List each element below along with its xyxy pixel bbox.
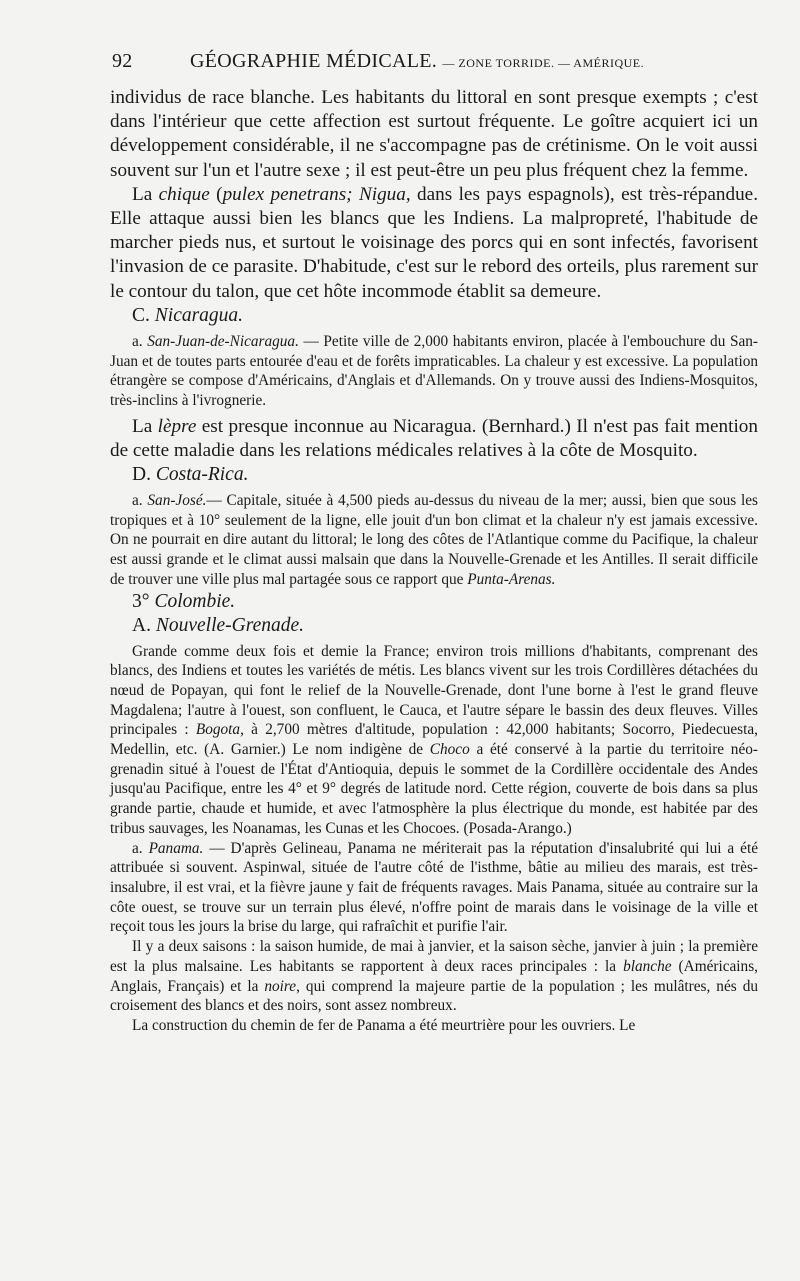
term-blanche: blanche bbox=[623, 957, 672, 975]
running-header bbox=[112, 50, 772, 73]
page-number: 92 bbox=[112, 50, 133, 72]
place-panama: Panama. bbox=[148, 839, 204, 857]
entry-san-juan: a. San-Juan-de-Nicaragua. — Petite ville de 2,000 habitants environ, placée à l'embouchure du San-Juan et de toutes parts entourée d'eau et de forêts impraticables. La chaleur y est excessive. La population étrangère se compose d'Américains, d'Anglais et d'Allemands. On y trouve aussi des Indiens-Mosquitos, très-inclins à l'ivrognerie. bbox=[110, 332, 758, 409]
entry-panama: a. Panama. — D'après Gelineau, Panama ne mériterait pas la réputation d'insalubrité qui lui a été attribuée si souvent. Aspinwal, située de l'autre côté de l'isthme, bâtie au milieu des marais, est très-insalubre, il est vrai, et la fièvre jaune y fait de fréquents ravages. Mais Panama, située au contraire sur la côte ouest, se trouve sur un terrain plus élevé, n'offre point de marais dans le voisinage de la ville et reçoit tous les jours la brise du large, qui rafraîchit et purifie l'air. bbox=[110, 839, 758, 936]
page-body bbox=[110, 86, 758, 1036]
entry-san-jose: a. San-José.— Capitale, située à 4,500 pieds au-dessus du niveau de la mer; aussi, bien que sous les tropiques et à 10° seulement de la ligne, elle jouit d'un bon climat et la chaleur n'y est jamais excessive. On ne pourrait en dire autant du littoral; le long des côtes de l'Atlantique comme du Pacifique, la chaleur est aussi grande et le climat aussi malsain que dans la Nouvelle-Grenade et les Antilles. Il serait difficile de trouver une ville plus mal partagée sous ce rapport que Punta-Arenas. bbox=[110, 492, 758, 588]
paragraph-goitre: individus de race blanche. Les habitants du littoral en sont presque exempts ; c'est dans l'intérieur que cette affection est surtout fréquente. Le goître acquiert ici un développement considérable, il ne s'accompagne pas de crétinisme. On le voit aussi souvent sur l'un et l'autre sexe ; il est peut-être un peu plus fréquent chez la femme. bbox=[110, 87, 758, 181]
paragraph-lepre: La lèpre est presque inconnue au Nicaragua. (Bernhard.) Il n'est pas fait mention de cette maladie dans les relations médicales relatives à la côte de Mosquito. bbox=[110, 415, 758, 461]
paragraph-chique: La chique (pulex penetrans; Nigua, dans les pays espagnols), est très-répandue. Elle attaque aussi bien les blancs que les Indiens. La malpropreté, l'habitude de marcher pieds nus, et surtout le voisinage des porcs qui en sont infectés, favorisent l'invasion de ce parasite. D'habitude, c'est sur le rebord des orteils, plus rarement sur le contour du talon, que cet hôte incommode établit sa demeure. bbox=[110, 183, 758, 302]
paragraph-chemin-de-fer: La construction du chemin de fer de Panama a été meurtrière pour les ouvriers. Le bbox=[132, 1016, 636, 1034]
term-noire: noire bbox=[264, 977, 297, 995]
term-chique: chique bbox=[158, 183, 210, 205]
paragraph-saisons: Il y a deux saisons : la saison humide, de mai à janvier, et la saison sèche, janvier à juin ; la première est la plus malsaine. Les habitants se rapportent à deux races principales : la blanche (Américains, Anglais, Français) et la noire, qui comprend la majeure partie de la population ; les mulâtres, nés du croisement des blancs et des noirs, sont assez nombreux. bbox=[110, 938, 758, 1015]
heading-nouvelle-grenade: A. Nouvelle-Grenade. bbox=[132, 614, 305, 636]
running-title: GÉOGRAPHIE MÉDICALE. bbox=[190, 50, 438, 72]
place-san-jose: San-José. bbox=[147, 492, 207, 510]
heading-costa-rica: D. Costa-Rica. bbox=[132, 464, 249, 486]
place-choco: Choco bbox=[429, 741, 470, 759]
place-punta-arenas: Punta-Arenas. bbox=[467, 570, 556, 588]
paragraph-nouvelle-grenade: Grande comme deux fois et demie la France; environ trois millions d'habitants, comprenant des blancs, des Indiens et toutes les variétés de métis. Les blancs vivent sur les trois Cordillères détachées du nœud de Popayan, qui font le relief de la Nouvelle-Grenade, dont l'une borne à l'est le grand fleuve Magdalena; l'autre à l'ouest, son confluent, le Cauca, et l'autre sépare le bassin des deux fleuves. Villes principales : Bogota, à 2,700 mètres d'altitude, population : 42,000 habitants; Socorro, Piedecuesta, Medellin, etc. (A. Garnier.) Le nom indigène de Choco a été conservé à la partie du territoire néo-grenadin situé à l'ouest de l'État d'Antioquia, depuis le sommet de la Cordillère occidentale des Andes jusqu'au Pacifique, entre les 4° et 9° degrés de latitude nord. Cette région, couverte de bois dans sa plus grande partie, chaude et humide, et avec l'atmosphère la plus électrique du monde, est habitée par des tribus sauvages, les Noanamas, les Cunas et les Chocoes. (Posada-Arango.) bbox=[110, 642, 758, 837]
heading-colombie: 3° Colombie. bbox=[132, 590, 236, 612]
place-san-juan: San-Juan-de-Nicaragua. bbox=[147, 332, 299, 350]
term-pulex: pulex penetrans; Nigua bbox=[222, 183, 406, 205]
heading-nicaragua: C. Nicaragua. bbox=[132, 304, 244, 326]
place-bogota: Bogota bbox=[195, 721, 241, 739]
term-lepre: lèpre bbox=[157, 415, 197, 437]
running-subtitle: — ZONE TORRIDE. — AMÉRIQUE. bbox=[442, 56, 645, 70]
